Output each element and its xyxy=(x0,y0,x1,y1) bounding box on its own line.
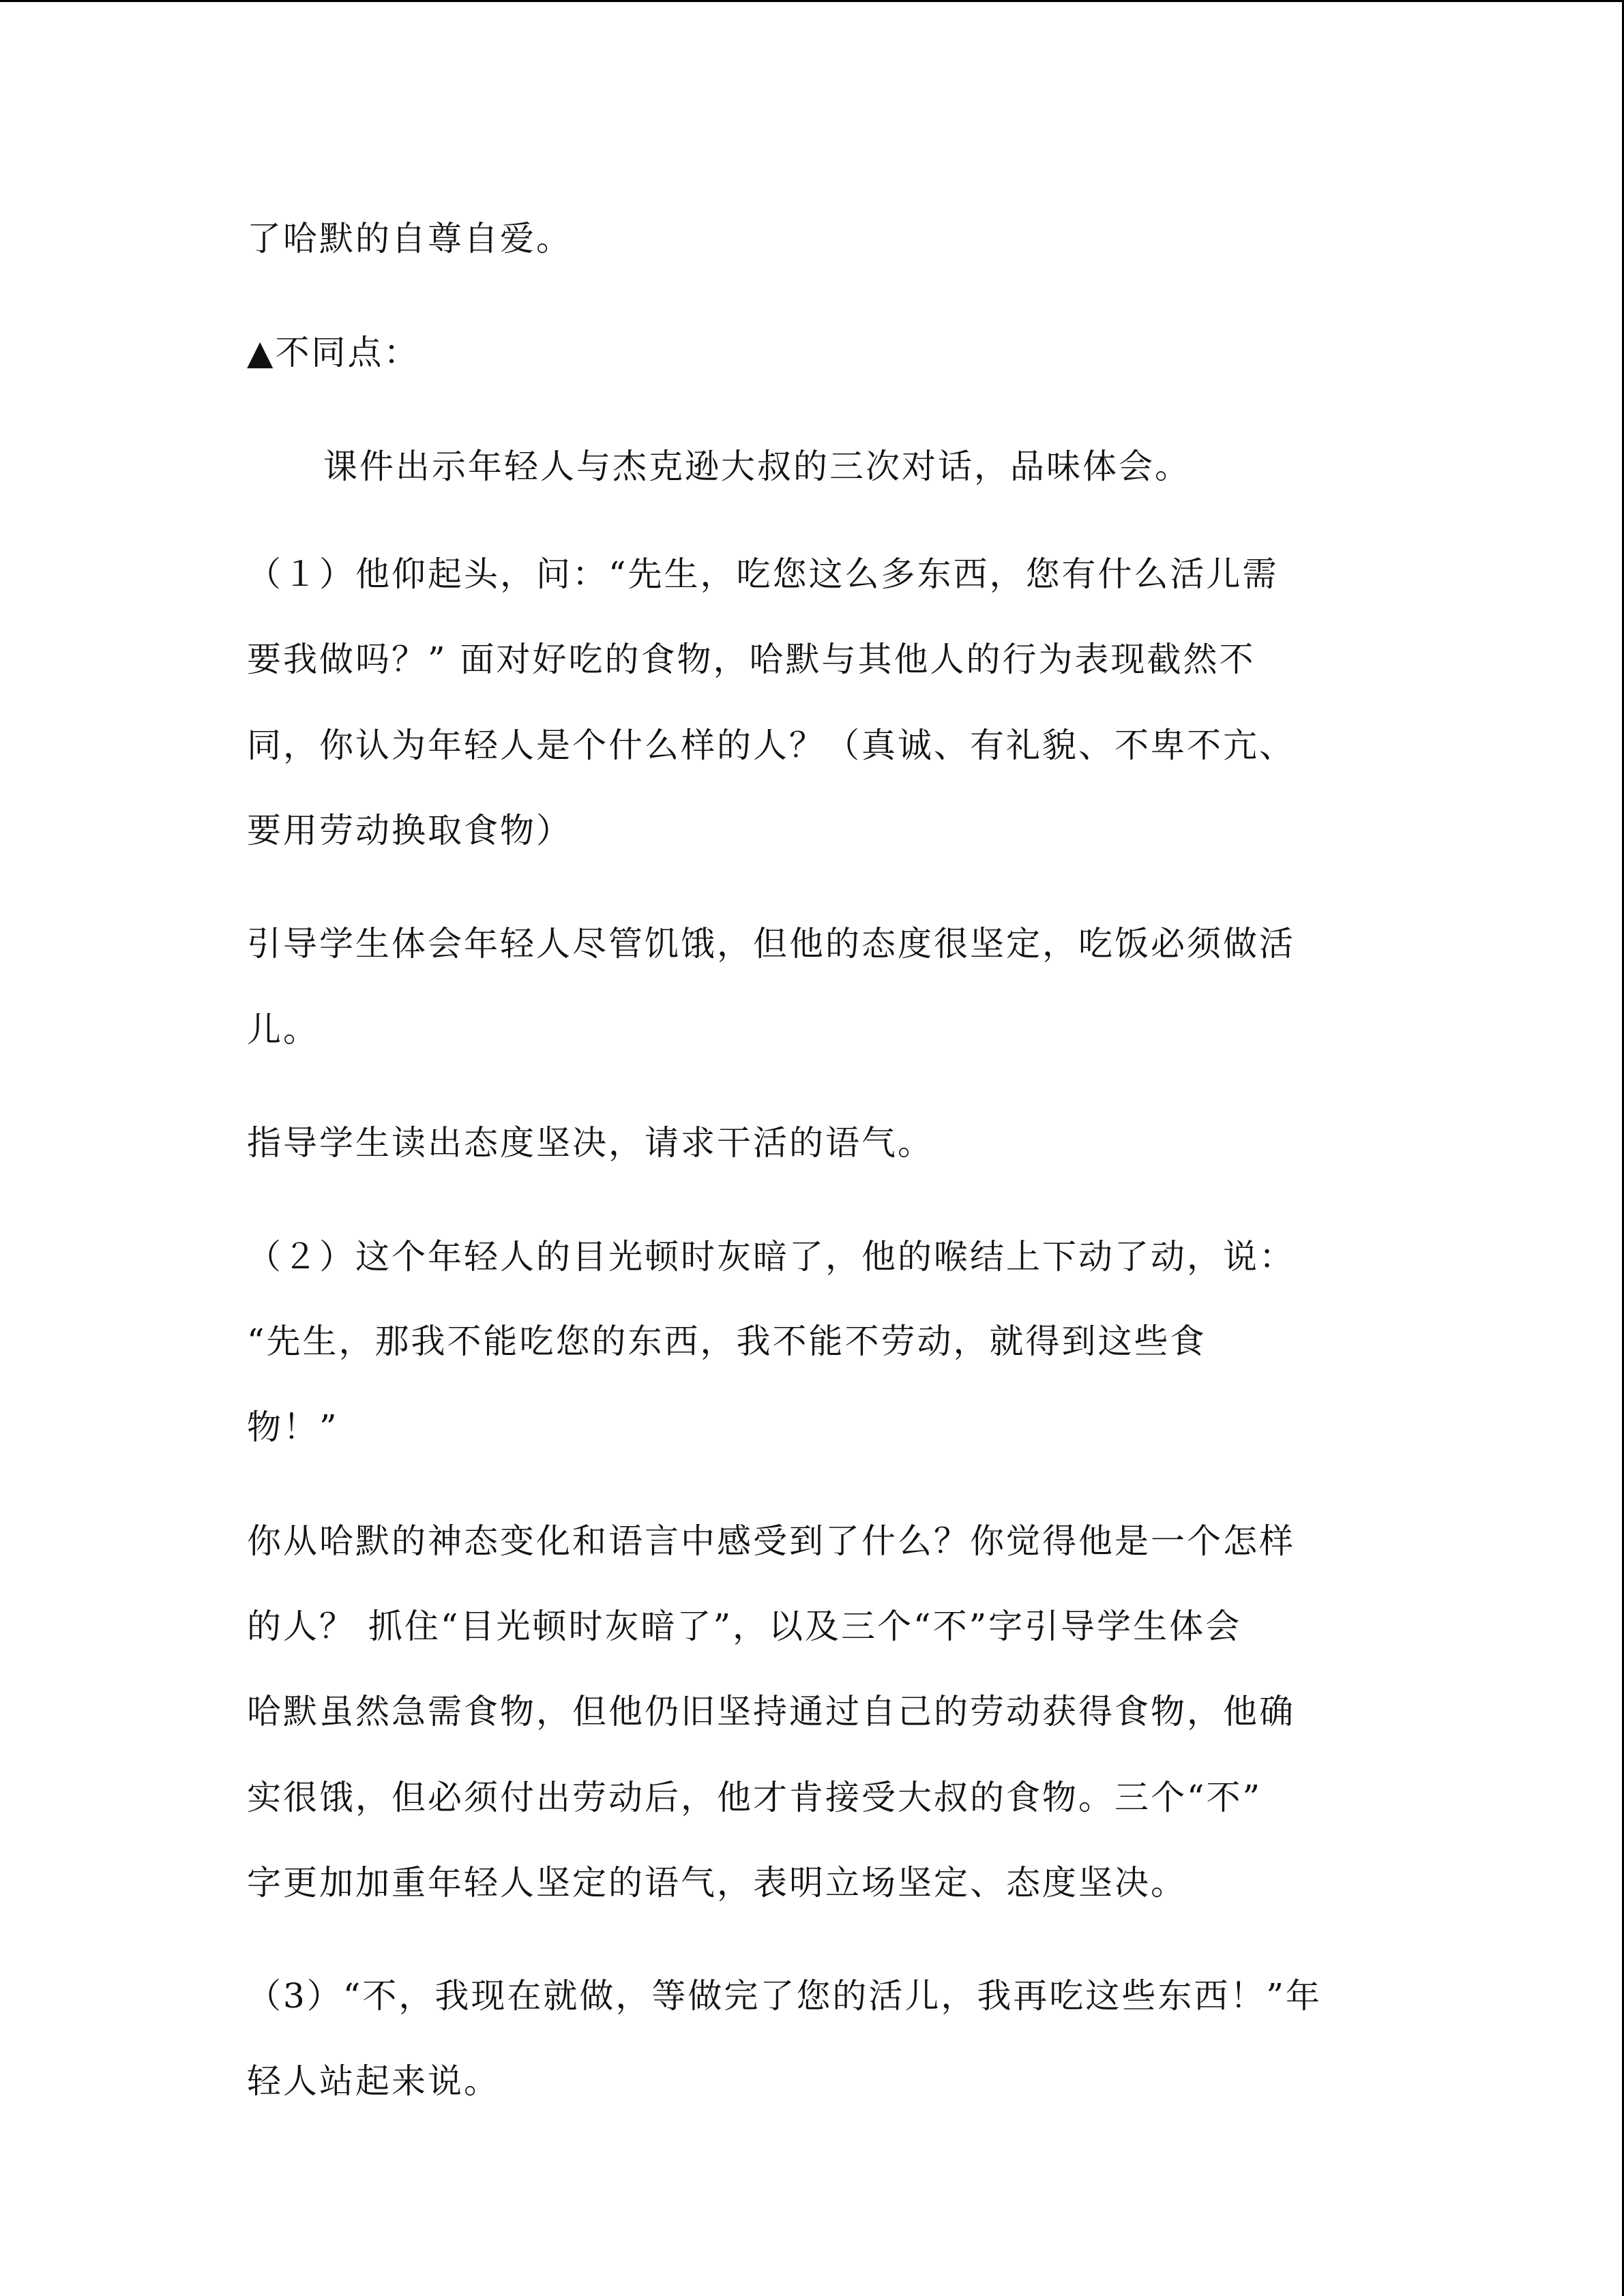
text-line-3: 课件出示年轻人与杰克逊大叔的三次对话，品味体会。 xyxy=(323,447,1191,486)
text-line-7: 要用劳动换取食物） xyxy=(247,811,572,850)
text-line-15: 的人？ 抓住“目光顿时灰暗了”，以及三个“不”字引导学生体会 xyxy=(247,1607,1242,1646)
text-line-20: 轻人站起来说。 xyxy=(247,2061,500,2101)
text-line-16: 哈默虽然急需食物，但他仍旧坚持通过自己的劳动获得食物，他确 xyxy=(247,1692,1295,1731)
text-line-8: 引导学生体会年轻人尽管饥饿，但他的态度很坚定，吃饭必须做活 xyxy=(247,924,1295,964)
text-line-4: （１）他仰起头，问：“先生，吃您这么多东西，您有什么活儿需 xyxy=(247,554,1279,594)
text-line-6: 同，你认为年轻人是个什么样的人？（真诚、有礼貌、不卑不亢、 xyxy=(247,726,1295,765)
text-line-18: 字更加加重年轻人坚定的语气，表明立场坚定、态度坚决。 xyxy=(247,1863,1187,1903)
text-line-11: （２）这个年轻人的目光顿时灰暗了，他的喉结上下动了动，说： xyxy=(247,1237,1295,1277)
text-line-12: “先生，那我不能吃您的东西，我不能不劳动，就得到这些食 xyxy=(247,1322,1207,1361)
text-line-19: （3）“不，我现在就做，等做完了您的活儿，我再吃这些东西！”年 xyxy=(247,1976,1322,2016)
text-line-9: 儿。 xyxy=(247,1010,319,1049)
text-line-14: 你从哈默的神态变化和语言中感受到了什么？你觉得他是一个怎样 xyxy=(247,1521,1295,1561)
text-line-5: 要我做吗？” 面对好吃的食物，哈默与其他人的行为表现截然不 xyxy=(247,640,1256,679)
text-line-17: 实很饿，但必须付出劳动后，他才肯接受大叔的食物。三个“不” xyxy=(247,1778,1263,1817)
text-line-1: 了哈默的自尊自爱。 xyxy=(247,219,572,258)
text-line-13: 物！” xyxy=(247,1407,339,1447)
text-line-10: 指导学生读出态度坚决，请求干活的语气。 xyxy=(247,1123,934,1163)
text-line-2: ▲不同点： xyxy=(247,333,420,372)
